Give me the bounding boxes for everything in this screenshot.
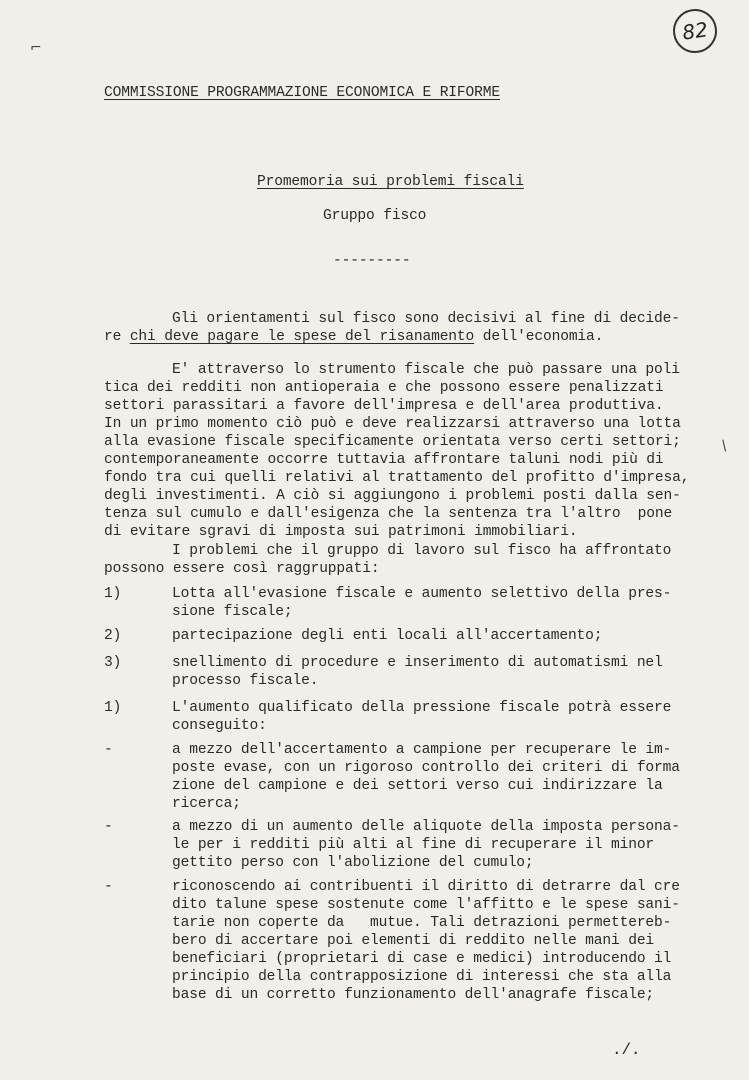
bullet-line: bero di accertare poi elementi di reddito nelle mani dei bbox=[172, 933, 655, 949]
list-number: 1) bbox=[104, 700, 122, 716]
document-title: Promemoria sui problemi fiscali bbox=[257, 174, 524, 190]
paragraph-3-line: possono essere così raggruppati: bbox=[104, 561, 380, 577]
bullet-line: base di un corretto funzionamento dell'anagrafe fiscale; bbox=[172, 987, 655, 1003]
paragraph-2-line: tica dei redditi non antioperaia e che possono essere penalizzati bbox=[104, 380, 664, 396]
bullet-line: a mezzo di un aumento delle aliquote della imposta persona- bbox=[172, 819, 680, 835]
bullet-line: zione del campione e dei settori verso cui indirizzare la bbox=[172, 778, 663, 794]
paragraph-2-line: alla evasione fiscale specificamente orientata verso certi settori; bbox=[104, 434, 681, 450]
margin-mark-icon: / bbox=[718, 437, 731, 455]
list-item-line: conseguito: bbox=[172, 718, 267, 734]
list-item-line: sione fiscale; bbox=[172, 604, 293, 620]
paragraph-2-line: E' attraverso lo strumento fiscale che può passare una poli bbox=[172, 362, 680, 378]
paragraph-3-line: I problemi che il gruppo di lavoro sul fisco ha affrontato bbox=[172, 543, 672, 559]
bullet-line: tarie non coperte da mutue. Tali detrazioni permetterеb- bbox=[172, 915, 672, 931]
document-subtitle: Gruppo fisco bbox=[323, 208, 427, 224]
list-item-line: processo fiscale. bbox=[172, 673, 319, 689]
title-separator: --------- bbox=[333, 253, 411, 269]
bullet-line: poste evase, con un rigoroso controllo dei criteri di forma bbox=[172, 760, 680, 776]
bullet-line: a mezzo dell'accertamento a campione per recuperare le im- bbox=[172, 742, 672, 758]
bullet-line: principio della contrapposizione di interessi che sta alla bbox=[172, 969, 672, 985]
bullet-dash: - bbox=[104, 819, 113, 835]
bullet-dash: - bbox=[104, 742, 113, 758]
paragraph-2-line: tenza sul cumulo e dall'esigenza che la sentenza tra l'altro pone bbox=[104, 506, 673, 522]
paragraph-2-line: contemporaneamente occorre tuttavia affrontare taluni nodi più di bbox=[104, 452, 664, 468]
bullet-dash: - bbox=[104, 879, 113, 895]
list-number: 2) bbox=[104, 628, 122, 644]
bullet-line: beneficiari (proprietari di case e medici) introducendo il bbox=[172, 951, 672, 967]
paragraph-1-line: Gli orientamenti sul fisco sono decisivi al fine di decide- bbox=[172, 311, 680, 327]
list-item-line: Lotta all'evasione fiscale e aumento selettivo della pres- bbox=[172, 586, 672, 602]
emphasis-underline: chi deve pagare le spese del risanamento bbox=[129, 329, 475, 345]
list-number: 3) bbox=[104, 655, 122, 671]
paragraph-2-line: fondo tra cui quelli relativi al trattamento del profitto d'impresa, bbox=[104, 470, 690, 486]
committee-header: COMMISSIONE PROGRAMMAZIONE ECONOMICA E RIFORME bbox=[104, 85, 500, 101]
paragraph-2-line: di evitare sgravi di imposta sui patrimoni immobiliari. bbox=[104, 524, 578, 540]
list-item-line: partecipazione degli enti locali all'accertamento; bbox=[172, 628, 603, 644]
paragraph-2-line: In un primo momento ciò può e deve realizzarsi attraverso una lotta bbox=[104, 416, 681, 432]
continuation-mark: ./. bbox=[612, 1041, 641, 1059]
paragraph-2-line: degli investimenti. A ciò si aggiungono i problemi posti dalla sen- bbox=[104, 488, 681, 504]
paragraph-1-line: re chi deve pagare le spese del risanamento dell'economia. bbox=[104, 329, 604, 345]
list-item-line: snellimento di procedure e inserimento di automatismi nel bbox=[172, 655, 663, 671]
paragraph-2-line: settori parassitari a favore dell'impresa e dell'area produttiva. bbox=[104, 398, 664, 414]
bullet-line: gettito perso con l'abolizione del cumulo; bbox=[172, 855, 534, 871]
bullet-line: dito talune spese sostenute come l'affitto e le spese sani- bbox=[172, 897, 680, 913]
bullet-line: riconoscendo ai contribuenti il diritto di detrarre dal cre bbox=[172, 879, 680, 895]
margin-mark-icon: ⌐ bbox=[30, 40, 42, 56]
list-item-line: L'aumento qualificato della pressione fiscale potrà essere bbox=[172, 700, 672, 716]
page-number-stamp: 82 bbox=[670, 6, 720, 56]
bullet-line: le per i redditi più alti al fine di recuperare il minor bbox=[172, 837, 655, 853]
list-number: 1) bbox=[104, 586, 122, 602]
bullet-line: ricerca; bbox=[172, 796, 241, 812]
